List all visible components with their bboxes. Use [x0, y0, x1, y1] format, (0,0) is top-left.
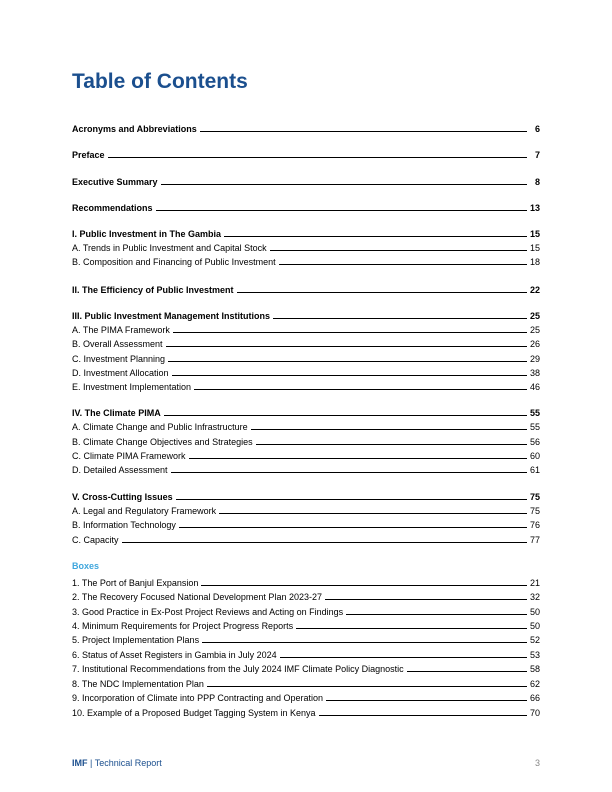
- footer-brand: IMF: [72, 758, 88, 768]
- box-entry-page-number: 52: [529, 635, 540, 645]
- footer-report-type: Technical Report: [94, 758, 162, 768]
- toc-entry-label: Recommendations: [72, 203, 153, 213]
- toc-entry-row[interactable]: [72, 518, 540, 530]
- toc-entry-page-number: 75: [529, 506, 540, 516]
- dot-leader: [407, 671, 527, 672]
- toc-entry-row[interactable]: [72, 420, 540, 432]
- toc-entry-page-number: 61: [529, 465, 540, 475]
- toc-entry-page-number: 55: [529, 422, 540, 432]
- dot-leader: [168, 361, 527, 362]
- toc-entry-row[interactable]: [72, 323, 540, 335]
- toc-entry-page-number: 60: [529, 451, 540, 461]
- toc-entry-label: Acronyms and Abbreviations: [72, 124, 197, 134]
- box-entry-page-number: 21: [529, 578, 540, 588]
- dot-leader: [164, 415, 527, 416]
- toc-entry-label: IV. The Climate PIMA: [72, 408, 161, 418]
- toc-entry-label: C. Climate PIMA Framework: [72, 451, 186, 461]
- dot-leader: [256, 444, 527, 445]
- toc-entry-row[interactable]: [72, 490, 540, 502]
- toc-entry-row[interactable]: [72, 241, 540, 253]
- toc-entry-row[interactable]: [72, 366, 540, 378]
- toc-entry-row[interactable]: [72, 435, 540, 447]
- dot-leader: [122, 542, 527, 543]
- dot-leader: [273, 318, 527, 319]
- box-entry-page-number: 66: [529, 693, 540, 703]
- toc-entry-page-number: 8: [534, 177, 540, 187]
- toc-entry-page-number: 15: [529, 243, 540, 253]
- box-entry-row[interactable]: [72, 691, 540, 703]
- footer: [72, 758, 162, 768]
- toc-entry-row[interactable]: [72, 175, 540, 187]
- toc-entry-row[interactable]: [72, 148, 540, 160]
- dot-leader: [296, 628, 527, 629]
- dot-leader: [280, 657, 527, 658]
- dot-leader: [279, 264, 527, 265]
- toc-entry-row[interactable]: [72, 337, 540, 349]
- toc-entry-row[interactable]: [72, 122, 540, 134]
- toc-entry-label: III. Public Investment Management Institutions: [72, 311, 271, 321]
- dot-leader: [270, 250, 527, 251]
- toc-entry-label: II. The Efficiency of Public Investment: [72, 285, 234, 295]
- toc-entry-label: E. Investment Implementation: [72, 382, 192, 392]
- toc-entry-row[interactable]: [72, 533, 540, 545]
- dot-leader: [108, 157, 527, 158]
- toc-entry-label: V. Cross-Cutting Issues: [72, 492, 173, 502]
- box-entry-row[interactable]: [72, 605, 540, 617]
- dot-leader: [346, 614, 527, 615]
- dot-leader: [237, 292, 527, 293]
- toc-entry-row[interactable]: [72, 449, 540, 461]
- toc-entry-label: B. Overall Assessment: [72, 339, 163, 349]
- box-entry-label: 6. Status of Asset Registers in Gambia in July 2024: [72, 650, 277, 660]
- toc-entry-page-number: 7: [534, 150, 540, 160]
- toc-entry-page-number: 25: [529, 325, 540, 335]
- toc-entry-row[interactable]: [72, 255, 540, 267]
- footer-page-number: 3: [534, 758, 540, 768]
- toc-entry-label: B. Composition and Financing of Public Investment: [72, 257, 276, 267]
- dot-leader: [161, 184, 527, 185]
- dot-leader: [171, 472, 527, 473]
- toc-entry-page-number: 26: [529, 339, 540, 349]
- dot-leader: [201, 585, 527, 586]
- toc-entry-label: A. Trends in Public Investment and Capital Stock: [72, 243, 267, 253]
- toc-entry-page-number: 13: [529, 203, 540, 213]
- box-entry-row[interactable]: [72, 576, 540, 588]
- box-entry-page-number: 32: [529, 592, 540, 602]
- toc-entry-page-number: 56: [529, 437, 540, 447]
- box-entry-label: 1. The Port of Banjul Expansion: [72, 578, 199, 588]
- box-entry-row[interactable]: [72, 648, 540, 660]
- toc-entry-label: C. Investment Planning: [72, 354, 166, 364]
- toc-entry-label: Executive Summary: [72, 177, 158, 187]
- box-entry-row[interactable]: [72, 662, 540, 674]
- box-entry-label: 10. Example of a Proposed Budget Tagging System in Kenya: [72, 708, 316, 718]
- toc-entry-label: C. Capacity: [72, 535, 119, 545]
- box-entry-row[interactable]: [72, 619, 540, 631]
- dot-leader: [179, 527, 527, 528]
- toc-entry-row[interactable]: [72, 309, 540, 321]
- toc-entry-label: A. Legal and Regulatory Framework: [72, 506, 217, 516]
- box-entry-label: 2. The Recovery Focused National Development Plan 2023-27: [72, 592, 322, 602]
- dot-leader: [156, 210, 527, 211]
- toc-entry-page-number: 15: [529, 229, 540, 239]
- toc-entry-label: A. Climate Change and Public Infrastructure: [72, 422, 248, 432]
- toc-entry-page-number: 18: [529, 257, 540, 267]
- box-entry-label: 7. Institutional Recommendations from the July 2024 IMF Climate Policy Diagnostic: [72, 664, 404, 674]
- toc-entry-row[interactable]: [72, 201, 540, 213]
- dot-leader: [173, 332, 527, 333]
- dot-leader: [172, 375, 527, 376]
- dot-leader: [251, 429, 527, 430]
- toc-entry-label: D. Detailed Assessment: [72, 465, 168, 475]
- dot-leader: [202, 642, 527, 643]
- toc-entry-page-number: 75: [529, 492, 540, 502]
- dot-leader: [319, 715, 527, 716]
- box-entry-label: 9. Incorporation of Climate into PPP Contracting and Operation: [72, 693, 323, 703]
- dot-leader: [325, 599, 527, 600]
- toc-entry-row[interactable]: [72, 283, 540, 295]
- box-entry-label: 4. Minimum Requirements for Project Progress Reports: [72, 621, 294, 631]
- toc-entry-row[interactable]: [72, 463, 540, 475]
- dot-leader: [326, 700, 527, 701]
- toc-entry-row[interactable]: [72, 504, 540, 516]
- dot-leader: [189, 458, 527, 459]
- box-entry-page-number: 70: [529, 708, 540, 718]
- dot-leader: [207, 686, 527, 687]
- toc-entry-label: B. Information Technology: [72, 520, 176, 530]
- dot-leader: [200, 131, 527, 132]
- box-entry-row[interactable]: [72, 706, 540, 718]
- page-title: Table of Contents: [72, 70, 248, 93]
- toc-entry-page-number: 77: [529, 535, 540, 545]
- toc-entry-label: Preface: [72, 150, 105, 160]
- box-entry-label: 5. Project Implementation Plans: [72, 635, 200, 645]
- toc-entry-label: A. The PIMA Framework: [72, 325, 170, 335]
- dot-leader: [219, 513, 527, 514]
- toc-entry-page-number: 29: [529, 354, 540, 364]
- dot-leader: [166, 346, 527, 347]
- toc-entry-page-number: 22: [529, 285, 540, 295]
- box-entry-row[interactable]: [72, 590, 540, 602]
- toc-entry-label: I. Public Investment in The Gambia: [72, 229, 222, 239]
- toc-entry-label: B. Climate Change Objectives and Strategies: [72, 437, 253, 447]
- toc-entry-page-number: 76: [529, 520, 540, 530]
- box-entry-page-number: 58: [529, 664, 540, 674]
- toc-entry-page-number: 55: [529, 408, 540, 418]
- box-entry-page-number: 53: [529, 650, 540, 660]
- toc-entry-row[interactable]: [72, 380, 540, 392]
- toc-entry-row[interactable]: [72, 352, 540, 364]
- boxes-heading: Boxes: [72, 561, 100, 571]
- toc-entry-page-number: 6: [534, 124, 540, 134]
- toc-entry-page-number: 25: [529, 311, 540, 321]
- box-entry-page-number: 50: [529, 607, 540, 617]
- toc-entry-page-number: 46: [529, 382, 540, 392]
- dot-leader: [176, 499, 527, 500]
- box-entry-page-number: 50: [529, 621, 540, 631]
- toc-entry-page-number: 38: [529, 368, 540, 378]
- box-entry-label: 3. Good Practice in Ex-Post Project Reviews and Acting on Findings: [72, 607, 344, 617]
- box-entry-row[interactable]: [72, 633, 540, 645]
- box-entry-row[interactable]: [72, 677, 540, 689]
- toc-entry-label: D. Investment Allocation: [72, 368, 169, 378]
- toc-entry-row[interactable]: [72, 227, 540, 239]
- box-entry-label: 8. The NDC Implementation Plan: [72, 679, 204, 689]
- toc-entry-row[interactable]: [72, 406, 540, 418]
- box-entry-page-number: 62: [529, 679, 540, 689]
- footer-separator: |: [87, 758, 95, 768]
- dot-leader: [224, 236, 527, 237]
- dot-leader: [194, 389, 527, 390]
